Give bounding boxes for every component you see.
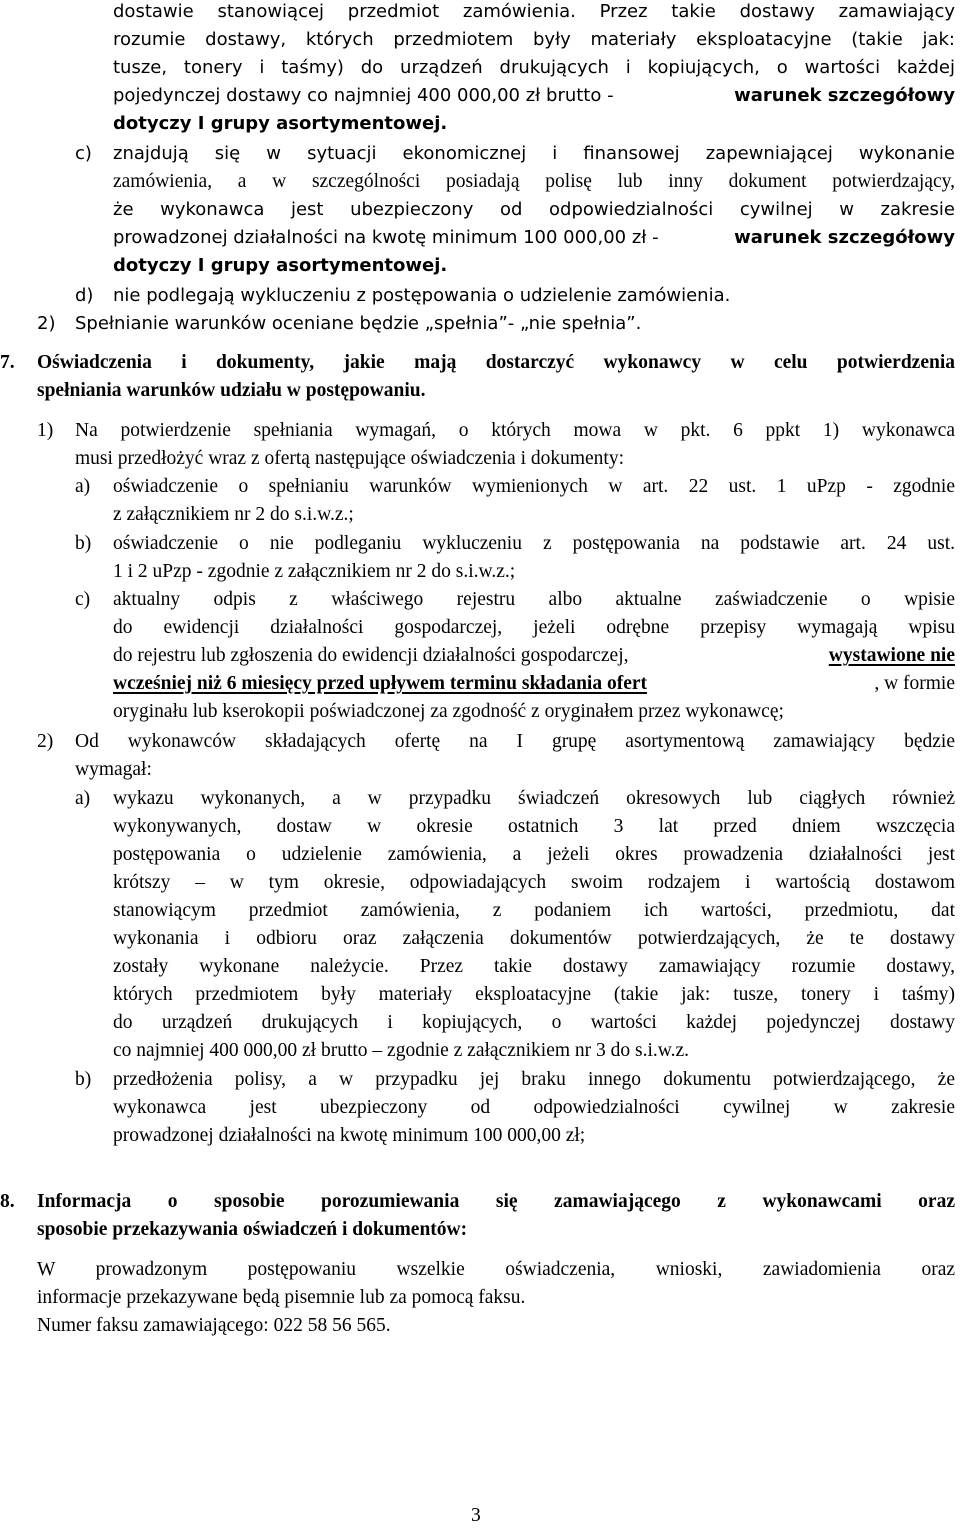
- text-line: oświadczenie o spełnianiu warunków wymienionych w art. 22 ust. 1 uPzp - zgodnie: [113, 476, 955, 497]
- text-line: postępowania o udzielenie zamówienia, a jeżeli okres prowadzenia działalności jest: [113, 844, 955, 865]
- item-label: 1): [37, 420, 54, 441]
- text-line: przedłożenia polisy, a w przypadku jej braku innego dokumentu potwierdzającego, że: [113, 1069, 955, 1090]
- text-span: pojedynczej dostawy co najmniej 400 000,00 zł brutto -: [113, 85, 620, 106]
- text-span: do rejestru lub zgłoszenia do ewidencji działalności gospodarczej,: [113, 645, 634, 666]
- text-line: których przedmiotem były materiały eksploatacyjne (takie jak: tusze, tonery i taśmy): [113, 984, 955, 1005]
- condition-note: dotyczy I grupy asortymentowej.: [113, 113, 448, 134]
- section-number: 7.: [0, 352, 15, 373]
- text-line: prowadzonej działalności na kwotę minimum 100 000,00 zł;: [113, 1125, 586, 1146]
- text-line: do urządzeń drukujących i kopiujących, o wartości każdej pojedynczej dostawy: [113, 1012, 955, 1033]
- text-line: krótszy – w tym okresie, odpowiadających swoim rodzajem i wartością dostawom: [113, 872, 955, 893]
- text-line: wykonywanych, dostaw w okresie ostatnich 3 lat przed dniem wszczęcia: [113, 816, 955, 837]
- text-line: informacje przekazywane będą pisemnie lub za pomocą faksu.: [37, 1287, 526, 1308]
- text-line: znajdują się w sytuacji ekonomicznej i finansowej zapewniającej wykonanie: [113, 143, 955, 164]
- text-line: wykazu wykonanych, a w przypadku świadczeń okresowych lub ciągłych również: [113, 788, 955, 809]
- text-line: do ewidencji działalności gospodarczej, jeżeli odrębne przepisy wymagają wpisu: [113, 617, 955, 638]
- section-heading: Oświadczenia i dokumenty, jakie mają dostarczyć wykonawcy w celu potwierdzenia: [37, 352, 955, 373]
- item-label: d): [75, 285, 94, 306]
- item-label: 2): [37, 313, 56, 334]
- emphasized-text: wcześniej niż 6 miesięcy przed upływem terminu składania ofert: [113, 673, 648, 694]
- text-line: wykonawca jest ubezpieczony od odpowiedzialności cywilnej w zakresie: [113, 1097, 955, 1118]
- condition-note: dotyczy I grupy asortymentowej.: [113, 255, 448, 276]
- text-line: Spełnianie warunków oceniane będzie „spełnia”- „nie spełnia”.: [75, 313, 642, 334]
- text-line: W prowadzonym postępowaniu wszelkie oświadczenia, wnioski, zawiadomienia oraz: [37, 1259, 955, 1280]
- text-line: że wykonawca jest ubezpieczony od odpowiedzialności cywilnej w zakresie: [113, 199, 955, 220]
- text-line: wymagał:: [75, 759, 152, 780]
- page-number: 3: [471, 1505, 481, 1526]
- condition-note: warunek szczegółowy: [734, 85, 955, 106]
- section-heading: spełniania warunków udziału w postępowaniu.: [37, 380, 426, 401]
- text-line: [113, 224, 955, 252]
- text-line: musi przedłożyć wraz z ofertą następujące oświadczenia i dokumenty:: [75, 448, 625, 469]
- text-line: [113, 642, 955, 670]
- text-line: Na potwierdzenie spełniania wymagań, o których mowa w pkt. 6 ppkt 1) wykonawca: [75, 420, 955, 441]
- text-line: [113, 670, 955, 698]
- text-line: oryginału lub kserokopii poświadczonej za zgodność z oryginałem przez wykonawcę;: [113, 701, 784, 722]
- item-label: c): [75, 589, 91, 610]
- text-line: tusze, tonery i taśmy) do urządzeń drukujących i kopiujących, o wartości każdej: [113, 57, 955, 78]
- text-line: dostawie stanowiącej przedmiot zamówienia. Przez takie dostawy zamawiający: [113, 1, 955, 22]
- text-line: 1 i 2 uPzp - zgodnie z załącznikiem nr 2 do s.i.w.z.;: [113, 561, 516, 582]
- text-line: co najmniej 400 000,00 zł brutto – zgodnie z załącznikiem nr 3 do s.i.w.z.: [113, 1040, 689, 1061]
- text-line: rozumie dostawy, których przedmiotem były materiały eksploatacyjne (takie jak:: [113, 29, 955, 50]
- item-label: b): [75, 533, 92, 554]
- condition-note: warunek szczegółowy: [734, 227, 955, 248]
- item-label: a): [75, 788, 91, 809]
- item-label: 2): [37, 731, 54, 752]
- emphasized-text: wystawione nie: [828, 645, 955, 666]
- item-label: b): [75, 1069, 92, 1090]
- text-line: z załącznikiem nr 2 do s.i.w.z.;: [113, 504, 354, 525]
- text-line: nie podlegają wykluczeniu z postępowania o udzielenie zamówienia.: [113, 285, 731, 306]
- text-line: zamówienia, a w szczególności posiadają polisę lub inny dokument potwierdzający,: [113, 171, 955, 192]
- text-span: , w formie: [874, 673, 955, 694]
- text-span: prowadzonej działalności na kwotę minimum 100 000,00 zł -: [113, 227, 665, 248]
- fax-number: Numer faksu zamawiającego: 022 58 56 565.: [37, 1315, 391, 1336]
- text-line: Od wykonawców składających ofertę na I grupę asortymentową zamawiający będzie: [75, 731, 955, 752]
- section-heading: sposobie przekazywania oświadczeń i dokumentów:: [37, 1219, 468, 1240]
- text-line: [113, 82, 955, 110]
- item-label: c): [75, 143, 92, 164]
- text-line: oświadczenie o nie podleganiu wykluczeniu z postępowania na podstawie art. 24 ust.: [113, 533, 955, 554]
- text-line: stanowiącym przedmiot zamówienia, z podaniem ich wartości, przedmiotu, dat: [113, 900, 955, 921]
- section-number: 8.: [0, 1191, 15, 1212]
- section-heading: Informacja o sposobie porozumiewania się zamawiającego z wykonawcami oraz: [37, 1191, 955, 1212]
- item-label: a): [75, 476, 91, 497]
- text-line: aktualny odpis z właściwego rejestru albo aktualne zaświadczenie o wpisie: [113, 589, 955, 610]
- text-line: wykonania i odbioru oraz załączenia dokumentów potwierdzających, że te dostawy: [113, 928, 955, 949]
- text-line: zostały wykonane należycie. Przez takie dostawy zamawiający rozumie dostawy,: [113, 956, 955, 977]
